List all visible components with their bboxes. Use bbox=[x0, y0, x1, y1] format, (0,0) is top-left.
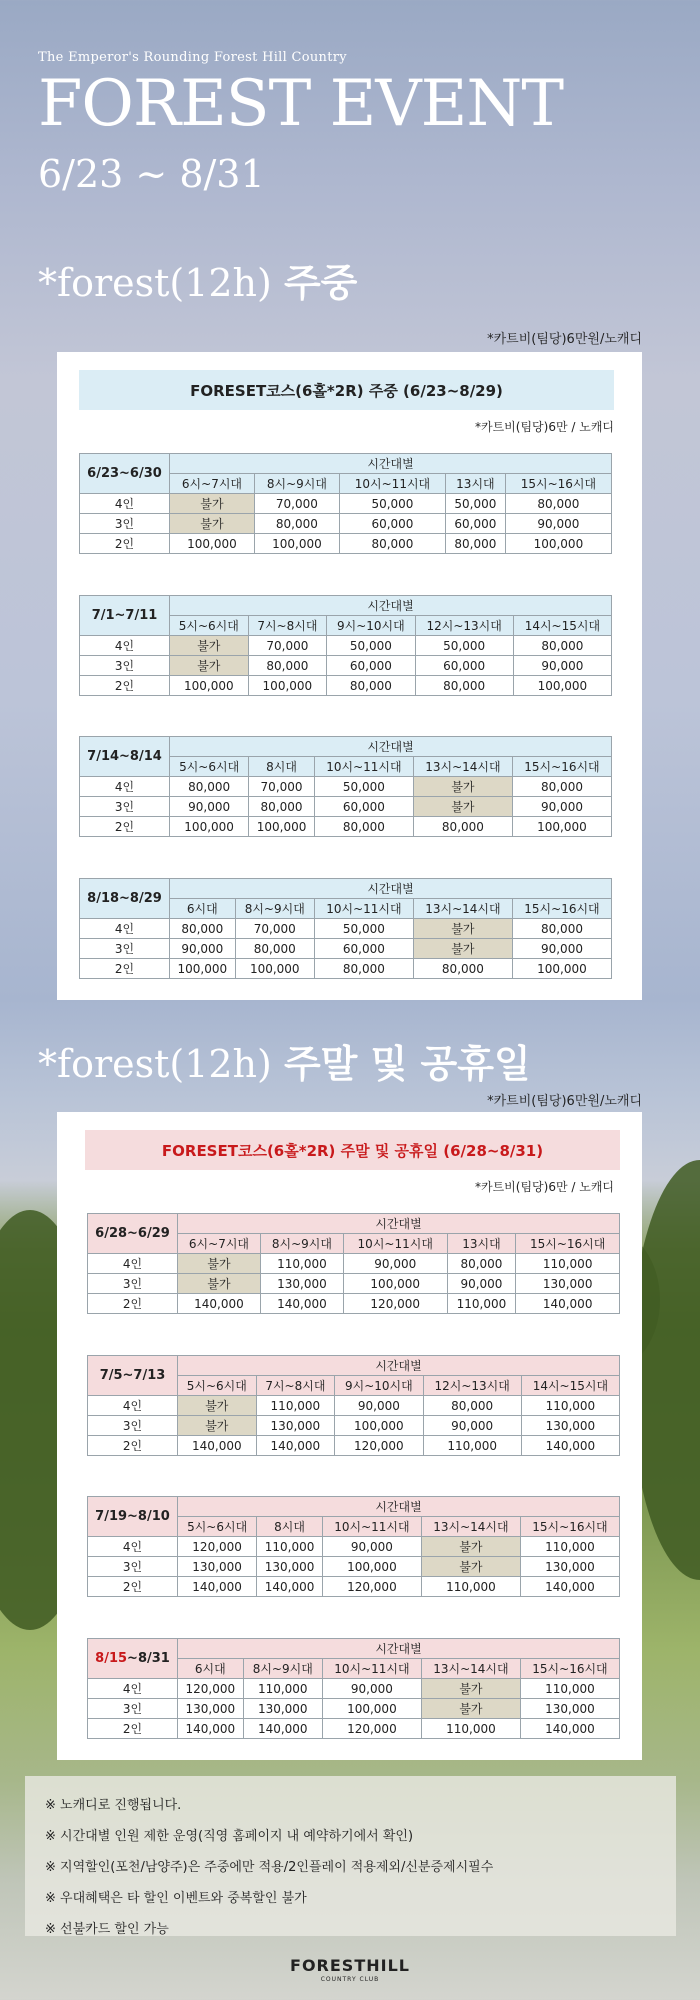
table-row bbox=[80, 534, 612, 554]
price-cell: 140,000 bbox=[520, 1719, 619, 1739]
table-row bbox=[80, 797, 612, 817]
period-label: 6/28~6/29 bbox=[88, 1214, 178, 1254]
time-slot-header: 15시~16시대 bbox=[512, 899, 611, 919]
price-cell: 100,000 bbox=[322, 1699, 421, 1719]
price-cell: 110,000 bbox=[520, 1537, 619, 1557]
time-slot-header: 8시대 bbox=[249, 757, 315, 777]
price-cell: 90,000 bbox=[512, 939, 611, 959]
price-cell: 140,000 bbox=[257, 1577, 323, 1597]
weekday-table-2 bbox=[79, 595, 612, 696]
price-cell: 60,000 bbox=[446, 514, 506, 534]
time-slot-header: 15시~16시대 bbox=[512, 757, 611, 777]
price-cell: 100,000 bbox=[505, 534, 611, 554]
table-row bbox=[88, 1557, 620, 1577]
price-cell: 100,000 bbox=[322, 1557, 421, 1577]
period-label: 7/5~7/13 bbox=[88, 1356, 178, 1396]
time-slot-header: 5시~6시대 bbox=[170, 757, 249, 777]
table-row bbox=[80, 636, 612, 656]
time-slot-header: 6시~7시대 bbox=[170, 474, 255, 494]
unavailable-cell: 불가 bbox=[413, 777, 512, 797]
unavailable-cell: 불가 bbox=[178, 1396, 257, 1416]
time-slot-header: 14시~15시대 bbox=[521, 1376, 619, 1396]
weekend-table-2 bbox=[87, 1355, 620, 1456]
table-row bbox=[80, 494, 612, 514]
weekend-panel-note: *카트비(팀당)6만 / 노캐디 bbox=[475, 1180, 614, 1194]
price-cell: 80,000 bbox=[415, 676, 513, 696]
table-row bbox=[88, 1679, 620, 1699]
price-cell: 140,000 bbox=[521, 1436, 619, 1456]
time-slot-header: 13시~14시대 bbox=[413, 757, 512, 777]
party-size-label: 4인 bbox=[88, 1254, 178, 1274]
price-cell: 120,000 bbox=[178, 1537, 257, 1557]
price-cell: 120,000 bbox=[322, 1719, 421, 1739]
price-cell: 130,000 bbox=[178, 1557, 257, 1577]
price-cell: 140,000 bbox=[520, 1577, 619, 1597]
weekend-panel-title: FORESET코스(6홀*2R) 주말 및 공휴일 (6/28~8/31) bbox=[85, 1130, 620, 1170]
price-cell: 120,000 bbox=[322, 1577, 421, 1597]
period-label: 7/19~8/10 bbox=[88, 1497, 178, 1537]
table-row bbox=[80, 514, 612, 534]
price-cell: 130,000 bbox=[178, 1699, 244, 1719]
price-cell: 140,000 bbox=[256, 1436, 335, 1456]
weekend-section-title-en: *forest(12h) bbox=[38, 1042, 284, 1086]
note-item: ※ 선불카드 할인 가능 bbox=[45, 1922, 169, 1937]
price-cell: 140,000 bbox=[178, 1294, 261, 1314]
party-size-label: 3인 bbox=[80, 514, 170, 534]
price-cell: 90,000 bbox=[170, 939, 236, 959]
price-cell: 130,000 bbox=[257, 1557, 323, 1577]
period-label bbox=[88, 1639, 178, 1679]
time-slot-header: 8시~9시대 bbox=[243, 1659, 322, 1679]
period-label-highlight: 8/15 bbox=[95, 1651, 128, 1666]
price-cell: 130,000 bbox=[256, 1416, 335, 1436]
party-size-label: 4인 bbox=[80, 777, 170, 797]
price-cell: 140,000 bbox=[178, 1436, 257, 1456]
unavailable-cell: 불가 bbox=[421, 1679, 520, 1699]
party-size-label: 3인 bbox=[80, 797, 170, 817]
price-cell: 120,000 bbox=[178, 1679, 244, 1699]
time-slot-group-header: 시간대별 bbox=[170, 737, 612, 757]
unavailable-cell: 불가 bbox=[170, 514, 255, 534]
weekend-section-title-ko: 주말 및 공휴일 bbox=[283, 1042, 531, 1086]
time-slot-header: 10시~11시대 bbox=[339, 474, 445, 494]
price-cell: 90,000 bbox=[513, 656, 611, 676]
table-row bbox=[88, 1436, 620, 1456]
unavailable-cell: 불가 bbox=[178, 1254, 261, 1274]
price-cell: 100,000 bbox=[170, 817, 249, 837]
note-item: ※ 지역할인(포천/남양주)은 주중에만 적용/2인플레이 적용제외/신분증제시필수 bbox=[45, 1860, 494, 1875]
party-size-label: 2인 bbox=[88, 1436, 178, 1456]
price-cell: 50,000 bbox=[339, 494, 445, 514]
party-size-label: 3인 bbox=[88, 1557, 178, 1577]
price-cell: 90,000 bbox=[423, 1416, 521, 1436]
price-cell: 100,000 bbox=[170, 959, 236, 979]
party-size-label: 4인 bbox=[88, 1396, 178, 1416]
weekend-table-3 bbox=[87, 1496, 620, 1597]
period-label: 7/14~8/14 bbox=[80, 737, 170, 777]
weekday-table-3 bbox=[79, 736, 612, 837]
unavailable-cell: 불가 bbox=[413, 919, 512, 939]
unavailable-cell: 불가 bbox=[413, 797, 512, 817]
party-size-label: 2인 bbox=[88, 1577, 178, 1597]
time-slot-header: 13시~14시대 bbox=[421, 1659, 520, 1679]
table-row bbox=[88, 1719, 620, 1739]
table-row bbox=[88, 1416, 620, 1436]
time-slot-header: 13시대 bbox=[447, 1234, 516, 1254]
unavailable-cell: 불가 bbox=[170, 656, 249, 676]
time-slot-header: 13시~14시대 bbox=[421, 1517, 520, 1537]
table-row bbox=[88, 1254, 620, 1274]
weekend-table-4 bbox=[87, 1638, 620, 1739]
price-cell: 100,000 bbox=[170, 676, 249, 696]
time-slot-header: 8시~9시대 bbox=[260, 1234, 343, 1254]
time-slot-header: 10시~11시대 bbox=[314, 899, 413, 919]
time-slot-header: 7시~8시대 bbox=[256, 1376, 335, 1396]
notes-box bbox=[25, 1776, 676, 1936]
price-cell: 60,000 bbox=[314, 939, 413, 959]
weekend-cart-note: *카트비(팀당)6만원/노캐디 bbox=[487, 1094, 642, 1109]
party-size-label: 2인 bbox=[80, 817, 170, 837]
time-slot-header: 12시~13시대 bbox=[415, 616, 513, 636]
time-slot-header: 14시~15시대 bbox=[513, 616, 611, 636]
price-cell: 80,000 bbox=[512, 777, 611, 797]
party-size-label: 3인 bbox=[88, 1274, 178, 1294]
price-cell: 140,000 bbox=[260, 1294, 343, 1314]
unavailable-cell: 불가 bbox=[178, 1416, 257, 1436]
table-row bbox=[88, 1537, 620, 1557]
time-slot-header: 15시~16시대 bbox=[516, 1234, 620, 1254]
party-size-label: 2인 bbox=[88, 1719, 178, 1739]
table-row bbox=[80, 939, 612, 959]
price-cell: 100,000 bbox=[513, 676, 611, 696]
price-cell: 100,000 bbox=[170, 534, 255, 554]
price-cell: 80,000 bbox=[513, 636, 611, 656]
event-date-range: 6/23 ~ 8/31 bbox=[38, 152, 265, 197]
table-row bbox=[80, 676, 612, 696]
time-slot-header: 10시~11시대 bbox=[314, 757, 413, 777]
note-item: ※ 시간대별 인원 제한 운영(직영 홈페이지 내 예약하기에서 확인) bbox=[45, 1829, 414, 1844]
party-size-label: 3인 bbox=[80, 656, 170, 676]
weekday-table-1 bbox=[79, 453, 612, 554]
weekday-price-panel bbox=[57, 352, 642, 1000]
price-cell: 110,000 bbox=[243, 1679, 322, 1699]
price-cell: 140,000 bbox=[178, 1577, 257, 1597]
price-cell: 80,000 bbox=[447, 1254, 516, 1274]
table-row bbox=[80, 777, 612, 797]
price-cell: 50,000 bbox=[314, 777, 413, 797]
weekday-section-title bbox=[38, 252, 357, 307]
price-cell: 110,000 bbox=[520, 1679, 619, 1699]
weekend-section-title bbox=[38, 1033, 531, 1088]
party-size-label: 3인 bbox=[88, 1699, 178, 1719]
weekday-panel-note: *카트비(팀당)6만 / 노캐디 bbox=[475, 420, 614, 434]
price-cell: 70,000 bbox=[248, 636, 327, 656]
price-cell: 80,000 bbox=[446, 534, 506, 554]
period-label: 8/18~8/29 bbox=[80, 879, 170, 919]
weekday-panel-title: FORESET코스(6홀*2R) 주중 (6/23~8/29) bbox=[79, 370, 614, 410]
price-cell: 130,000 bbox=[521, 1416, 619, 1436]
price-cell: 60,000 bbox=[327, 656, 415, 676]
club-logo-sub: COUNTRY CLUB bbox=[320, 1976, 380, 1983]
time-slot-group-header: 시간대별 bbox=[170, 454, 612, 474]
unavailable-cell: 불가 bbox=[170, 636, 249, 656]
price-cell: 130,000 bbox=[260, 1274, 343, 1294]
weekday-cart-note: *카트비(팀당)6만원/노캐디 bbox=[487, 332, 642, 347]
price-cell: 90,000 bbox=[343, 1254, 447, 1274]
time-slot-group-header: 시간대별 bbox=[178, 1356, 620, 1376]
table-row bbox=[80, 919, 612, 939]
price-cell: 90,000 bbox=[322, 1537, 421, 1557]
time-slot-header: 6시~7시대 bbox=[178, 1234, 261, 1254]
price-cell: 80,000 bbox=[170, 919, 236, 939]
time-slot-header: 8시대 bbox=[257, 1517, 323, 1537]
party-size-label: 2인 bbox=[80, 959, 170, 979]
time-slot-header: 5시~6시대 bbox=[178, 1517, 257, 1537]
table-row bbox=[88, 1577, 620, 1597]
price-cell: 100,000 bbox=[512, 959, 611, 979]
price-cell: 120,000 bbox=[343, 1294, 447, 1314]
price-cell: 80,000 bbox=[314, 817, 413, 837]
table-row bbox=[88, 1274, 620, 1294]
price-cell: 80,000 bbox=[249, 797, 315, 817]
price-cell: 80,000 bbox=[339, 534, 445, 554]
weekend-table-1 bbox=[87, 1213, 620, 1314]
footer-logo bbox=[0, 1956, 700, 1983]
table-row bbox=[88, 1699, 620, 1719]
price-cell: 80,000 bbox=[413, 817, 512, 837]
time-slot-header: 5시~6시대 bbox=[170, 616, 249, 636]
party-size-label: 2인 bbox=[88, 1294, 178, 1314]
weekday-section-title-en: *forest(12h) bbox=[38, 261, 284, 305]
time-slot-header: 13시~14시대 bbox=[413, 899, 512, 919]
price-cell: 130,000 bbox=[520, 1699, 619, 1719]
price-cell: 110,000 bbox=[516, 1254, 620, 1274]
price-cell: 130,000 bbox=[243, 1699, 322, 1719]
note-item: ※ 우대혜택은 타 할인 이벤트와 중복할인 불가 bbox=[45, 1891, 307, 1906]
time-slot-header: 7시~8시대 bbox=[248, 616, 327, 636]
price-cell: 110,000 bbox=[423, 1436, 521, 1456]
party-size-label: 2인 bbox=[80, 534, 170, 554]
time-slot-group-header: 시간대별 bbox=[170, 879, 612, 899]
time-slot-group-header: 시간대별 bbox=[178, 1639, 620, 1659]
price-cell: 110,000 bbox=[256, 1396, 335, 1416]
time-slot-header: 9시~10시대 bbox=[335, 1376, 423, 1396]
table-row bbox=[80, 656, 612, 676]
weekend-price-panel bbox=[57, 1112, 642, 1760]
party-size-label: 4인 bbox=[88, 1679, 178, 1699]
price-cell: 100,000 bbox=[235, 959, 314, 979]
period-label: 6/23~6/30 bbox=[80, 454, 170, 494]
price-cell: 100,000 bbox=[248, 676, 327, 696]
party-size-label: 3인 bbox=[80, 939, 170, 959]
price-cell: 110,000 bbox=[260, 1254, 343, 1274]
price-cell: 70,000 bbox=[249, 777, 315, 797]
note-item: ※ 노캐디로 진행됩니다. bbox=[45, 1798, 182, 1813]
period-label-rest: ~8/31 bbox=[127, 1651, 170, 1666]
price-cell: 130,000 bbox=[516, 1274, 620, 1294]
price-cell: 50,000 bbox=[446, 494, 506, 514]
price-cell: 80,000 bbox=[327, 676, 415, 696]
time-slot-header: 13시대 bbox=[446, 474, 506, 494]
price-cell: 100,000 bbox=[249, 817, 315, 837]
price-cell: 110,000 bbox=[421, 1577, 520, 1597]
time-slot-header: 5시~6시대 bbox=[178, 1376, 257, 1396]
club-logo: FORESTHILL bbox=[290, 1956, 410, 1975]
price-cell: 70,000 bbox=[254, 494, 339, 514]
price-cell: 80,000 bbox=[254, 514, 339, 534]
price-cell: 90,000 bbox=[512, 797, 611, 817]
price-cell: 80,000 bbox=[423, 1396, 521, 1416]
price-cell: 70,000 bbox=[235, 919, 314, 939]
price-cell: 90,000 bbox=[335, 1396, 423, 1416]
price-cell: 100,000 bbox=[254, 534, 339, 554]
price-cell: 80,000 bbox=[512, 919, 611, 939]
time-slot-header: 6시대 bbox=[178, 1659, 244, 1679]
unavailable-cell: 불가 bbox=[413, 939, 512, 959]
party-size-label: 4인 bbox=[80, 494, 170, 514]
time-slot-header: 10시~11시대 bbox=[343, 1234, 447, 1254]
party-size-label: 3인 bbox=[88, 1416, 178, 1436]
time-slot-header: 8시~9시대 bbox=[254, 474, 339, 494]
price-cell: 80,000 bbox=[505, 494, 611, 514]
event-header bbox=[38, 50, 563, 196]
table-row bbox=[80, 817, 612, 837]
party-size-label: 2인 bbox=[80, 676, 170, 696]
time-slot-group-header: 시간대별 bbox=[170, 596, 612, 616]
price-cell: 80,000 bbox=[413, 959, 512, 979]
weekday-table-4 bbox=[79, 878, 612, 979]
unavailable-cell: 불가 bbox=[421, 1699, 520, 1719]
price-cell: 80,000 bbox=[235, 939, 314, 959]
party-size-label: 4인 bbox=[80, 919, 170, 939]
time-slot-header: 10시~11시대 bbox=[322, 1659, 421, 1679]
price-cell: 60,000 bbox=[339, 514, 445, 534]
price-cell: 80,000 bbox=[314, 959, 413, 979]
event-title: FOREST EVENT bbox=[38, 67, 563, 141]
party-size-label: 4인 bbox=[88, 1537, 178, 1557]
time-slot-header: 6시대 bbox=[170, 899, 236, 919]
price-cell: 100,000 bbox=[512, 817, 611, 837]
party-size-label: 4인 bbox=[80, 636, 170, 656]
time-slot-header: 9시~10시대 bbox=[327, 616, 415, 636]
time-slot-group-header: 시간대별 bbox=[178, 1497, 620, 1517]
period-label: 7/1~7/11 bbox=[80, 596, 170, 636]
price-cell: 90,000 bbox=[505, 514, 611, 534]
time-slot-group-header: 시간대별 bbox=[178, 1214, 620, 1234]
price-cell: 50,000 bbox=[415, 636, 513, 656]
time-slot-header: 15시~16시대 bbox=[505, 474, 611, 494]
price-cell: 110,000 bbox=[421, 1719, 520, 1739]
price-cell: 110,000 bbox=[447, 1294, 516, 1314]
time-slot-header: 15시~16시대 bbox=[520, 1517, 619, 1537]
price-cell: 90,000 bbox=[447, 1274, 516, 1294]
time-slot-header: 12시~13시대 bbox=[423, 1376, 521, 1396]
price-cell: 140,000 bbox=[516, 1294, 620, 1314]
price-cell: 100,000 bbox=[335, 1416, 423, 1436]
price-cell: 60,000 bbox=[314, 797, 413, 817]
time-slot-header: 15시~16시대 bbox=[520, 1659, 619, 1679]
unavailable-cell: 불가 bbox=[421, 1557, 520, 1577]
price-cell: 50,000 bbox=[327, 636, 415, 656]
table-row bbox=[88, 1294, 620, 1314]
table-row bbox=[88, 1396, 620, 1416]
weekday-section-title-ko: 주중 bbox=[283, 261, 358, 305]
time-slot-header: 8시~9시대 bbox=[235, 899, 314, 919]
price-cell: 90,000 bbox=[170, 797, 249, 817]
price-cell: 110,000 bbox=[521, 1396, 619, 1416]
price-cell: 140,000 bbox=[243, 1719, 322, 1739]
price-cell: 60,000 bbox=[415, 656, 513, 676]
price-cell: 140,000 bbox=[178, 1719, 244, 1739]
header-subtitle: The Emperor's Rounding Forest Hill Country bbox=[38, 50, 347, 65]
price-cell: 130,000 bbox=[520, 1557, 619, 1577]
time-slot-header: 10시~11시대 bbox=[322, 1517, 421, 1537]
price-cell: 80,000 bbox=[170, 777, 249, 797]
unavailable-cell: 불가 bbox=[170, 494, 255, 514]
price-cell: 110,000 bbox=[257, 1537, 323, 1557]
price-cell: 120,000 bbox=[335, 1436, 423, 1456]
price-cell: 80,000 bbox=[248, 656, 327, 676]
table-row bbox=[80, 959, 612, 979]
price-cell: 90,000 bbox=[322, 1679, 421, 1699]
price-cell: 100,000 bbox=[343, 1274, 447, 1294]
price-cell: 50,000 bbox=[314, 919, 413, 939]
unavailable-cell: 불가 bbox=[421, 1537, 520, 1557]
unavailable-cell: 불가 bbox=[178, 1274, 261, 1294]
